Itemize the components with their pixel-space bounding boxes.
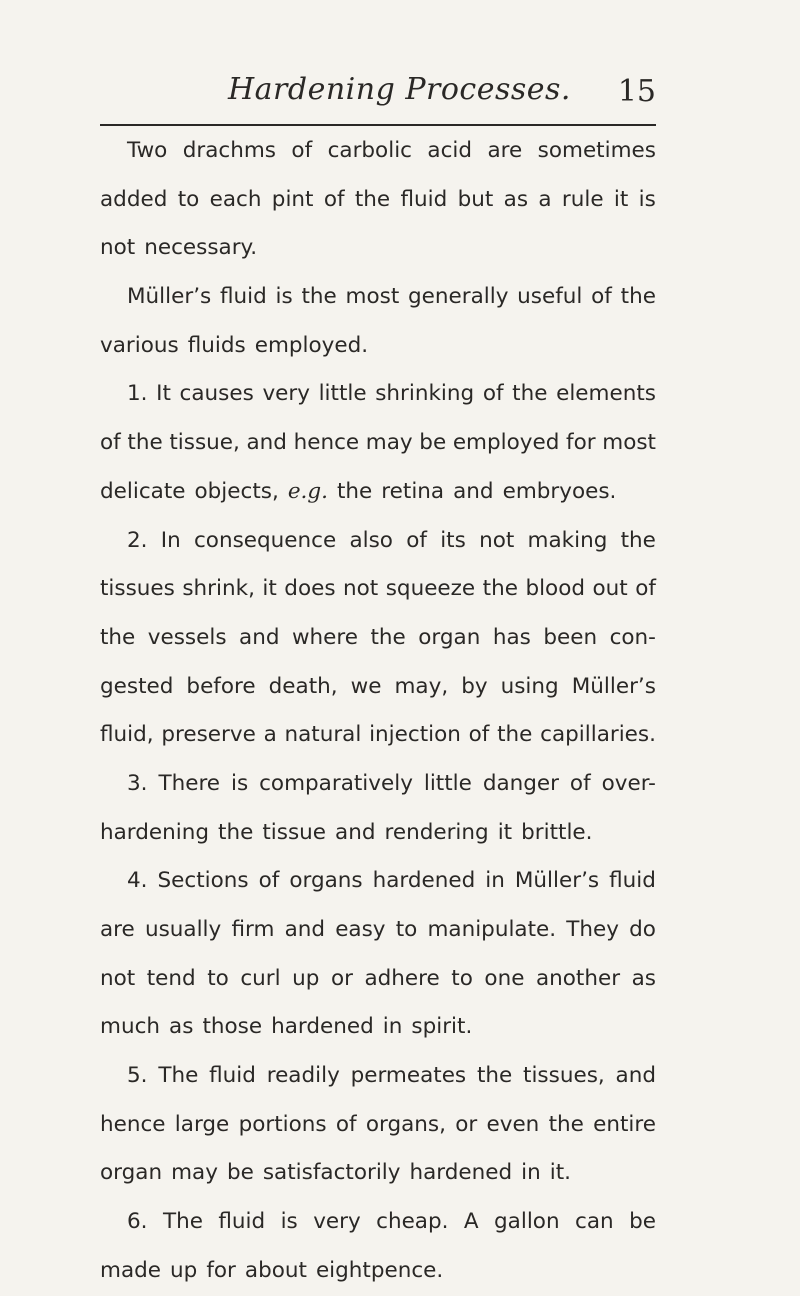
- word: preserve: [161, 722, 256, 748]
- text-line: [100, 176, 656, 225]
- word: the: [100, 624, 136, 650]
- word: danger: [482, 770, 559, 796]
- word: of: [335, 1111, 357, 1137]
- word: fluid,: [100, 722, 154, 748]
- word: also: [349, 527, 393, 553]
- word: been: [543, 624, 598, 650]
- word: of: [635, 576, 656, 602]
- word: may: [365, 430, 413, 456]
- word: may,: [394, 673, 449, 699]
- word: has: [492, 624, 531, 650]
- word: be: [629, 1209, 656, 1235]
- word: of: [569, 770, 591, 796]
- word: to: [207, 965, 229, 991]
- word: It: [156, 381, 171, 407]
- word: very: [262, 381, 310, 407]
- word: for: [206, 1257, 236, 1283]
- word: as: [503, 186, 529, 212]
- text-line: [100, 809, 656, 858]
- word: and: [453, 478, 494, 504]
- word: 3.: [127, 770, 148, 796]
- word: There: [158, 770, 221, 796]
- text-line: [100, 1149, 656, 1198]
- word: natural: [284, 722, 362, 748]
- word: the: [370, 624, 406, 650]
- word: it: [613, 186, 629, 212]
- word: of: [482, 381, 504, 407]
- word: it: [262, 576, 277, 602]
- word: fluids: [187, 332, 246, 358]
- word: tissue: [262, 819, 327, 845]
- word: the: [476, 1063, 513, 1089]
- body-text: [100, 127, 656, 1296]
- word: we: [350, 673, 382, 699]
- word: 1.: [127, 381, 148, 407]
- word: of: [258, 868, 280, 894]
- word: 6.: [127, 1209, 148, 1235]
- word: Sections: [157, 868, 249, 894]
- word: A: [463, 1209, 479, 1235]
- text-line: [100, 468, 656, 517]
- word: fluid: [218, 1209, 266, 1235]
- word: pint: [271, 186, 314, 212]
- word: 5.: [127, 1063, 148, 1089]
- page-number: 15: [617, 74, 656, 109]
- word: can: [575, 1209, 614, 1235]
- word: is: [280, 1209, 298, 1235]
- word: organ: [418, 624, 481, 650]
- word: sometimes: [537, 138, 656, 163]
- word: in: [485, 868, 505, 894]
- word: not: [479, 527, 515, 553]
- word: little: [318, 381, 367, 407]
- word: Müller’s: [571, 673, 656, 699]
- word: In: [160, 527, 181, 553]
- word: be: [226, 1160, 254, 1186]
- text-line: [100, 127, 656, 176]
- word: the: [218, 819, 254, 845]
- word: satisfactorily: [262, 1160, 401, 1186]
- word: readily: [266, 1063, 340, 1089]
- word: employed: [452, 430, 560, 456]
- text-line: [100, 906, 656, 955]
- word: acid: [427, 138, 473, 163]
- word: using: [500, 673, 559, 699]
- word: organs,: [365, 1111, 446, 1137]
- text-line: [100, 663, 656, 712]
- word: the: [336, 478, 373, 504]
- word: tissues: [100, 576, 175, 602]
- word: of: [323, 186, 345, 212]
- word: very: [313, 1209, 361, 1235]
- word: those: [202, 1014, 263, 1040]
- word: by: [461, 673, 488, 699]
- word: over-: [601, 770, 656, 796]
- word: objects,: [194, 478, 279, 504]
- word: hardened: [409, 1160, 513, 1186]
- word: easy: [335, 917, 386, 942]
- word: curl: [240, 965, 281, 991]
- word: do: [629, 917, 656, 942]
- text-line: [100, 370, 656, 419]
- text-line: [100, 760, 656, 809]
- word: most: [345, 284, 400, 310]
- word: as: [169, 1014, 194, 1040]
- word: cheap.: [376, 1209, 449, 1235]
- word: consequence: [193, 527, 337, 553]
- word: up: [170, 1257, 198, 1283]
- word: the: [620, 527, 656, 553]
- word: not: [100, 235, 136, 261]
- page-header: [100, 60, 656, 120]
- word: and: [284, 917, 326, 942]
- word: may: [171, 1160, 218, 1186]
- word: useful: [517, 284, 583, 310]
- word: fluid: [400, 186, 448, 212]
- word: it.: [549, 1160, 572, 1186]
- text-line: [100, 565, 656, 614]
- word: manipulate.: [427, 917, 557, 942]
- word: eightpence.: [315, 1257, 444, 1283]
- word: the: [127, 430, 163, 456]
- word: death,: [268, 673, 338, 699]
- word: gested: [100, 673, 174, 699]
- word: the: [620, 284, 656, 310]
- word: its: [440, 527, 466, 553]
- word: spirit.: [411, 1014, 473, 1040]
- word: is: [638, 186, 656, 212]
- word: hence: [100, 1111, 166, 1137]
- word: delicate: [100, 478, 186, 504]
- word: of: [591, 284, 612, 310]
- text-line: [100, 614, 656, 663]
- word: 2.: [127, 527, 148, 553]
- word: to: [177, 186, 200, 212]
- word: portions: [238, 1111, 327, 1137]
- word: made: [100, 1257, 161, 1283]
- word: organ: [100, 1160, 163, 1186]
- word: fluid: [209, 1063, 256, 1089]
- word: fluid: [609, 868, 656, 894]
- word: carbolic: [327, 138, 412, 163]
- word: tissues,: [523, 1063, 605, 1089]
- word: to: [395, 917, 418, 942]
- word: not: [100, 965, 136, 991]
- word: rule: [561, 186, 604, 212]
- word: gallon: [494, 1209, 560, 1235]
- word: Müller’s: [127, 284, 212, 310]
- word: the: [301, 284, 337, 310]
- word: necessary.: [144, 235, 258, 261]
- word: employed.: [254, 332, 369, 358]
- word: e.g.: [287, 478, 328, 504]
- word: a: [263, 722, 277, 748]
- word: the: [548, 1111, 584, 1137]
- word: of: [100, 430, 121, 456]
- text-line: [100, 224, 656, 273]
- word: tissue,: [169, 430, 240, 456]
- word: firm: [231, 917, 275, 942]
- word: in: [382, 1014, 403, 1040]
- word: one: [484, 965, 525, 991]
- word: as: [631, 965, 656, 991]
- word: squeeze: [385, 576, 476, 602]
- text-line: [100, 857, 656, 906]
- text-line: [100, 1052, 656, 1101]
- word: making: [527, 527, 608, 553]
- word: even: [486, 1111, 540, 1137]
- word: retina: [381, 478, 445, 504]
- word: for: [566, 430, 596, 456]
- word: out: [592, 576, 628, 602]
- word: The: [158, 1063, 199, 1089]
- word: blood: [525, 576, 586, 602]
- word: 4.: [127, 868, 148, 894]
- word: and: [615, 1063, 656, 1089]
- text-line: [100, 955, 656, 1004]
- header-rule: [100, 124, 656, 126]
- text-line: [100, 273, 656, 322]
- word: be: [419, 430, 447, 456]
- word: not: [343, 576, 379, 602]
- word: con-: [609, 624, 656, 650]
- text-line: [100, 1247, 656, 1296]
- word: causes: [179, 381, 254, 407]
- word: drachms: [182, 138, 276, 163]
- word: the: [512, 381, 548, 407]
- word: hardened: [372, 868, 476, 894]
- word: fluid: [219, 284, 267, 310]
- word: vessels: [147, 624, 227, 650]
- word: does: [284, 576, 336, 602]
- word: hardened: [271, 1014, 374, 1040]
- text-line: [100, 517, 656, 566]
- word: injection: [369, 722, 461, 748]
- word: before: [186, 673, 256, 699]
- word: or: [455, 1111, 478, 1137]
- word: are: [487, 138, 523, 163]
- word: most: [602, 430, 656, 456]
- word: generally: [408, 284, 509, 310]
- word: and: [239, 624, 280, 650]
- text-line: [100, 1003, 656, 1052]
- word: a: [538, 186, 552, 212]
- word: rendering: [384, 819, 489, 845]
- word: various: [100, 332, 179, 358]
- word: hence: [293, 430, 360, 456]
- word: and: [335, 819, 376, 845]
- word: capillaries.: [540, 722, 656, 748]
- word: They: [566, 917, 619, 942]
- word: usually: [144, 917, 222, 942]
- word: each: [209, 186, 262, 212]
- word: Two: [127, 138, 168, 163]
- word: shrinking: [375, 381, 475, 407]
- word: is: [230, 770, 249, 796]
- word: is: [275, 284, 293, 310]
- word: in: [521, 1160, 541, 1186]
- text-line: [100, 711, 656, 760]
- word: organs: [289, 868, 363, 894]
- word: adhere: [364, 965, 440, 991]
- word: of: [291, 138, 313, 163]
- word: of: [468, 722, 490, 748]
- word: comparatively: [259, 770, 413, 796]
- word: The: [162, 1209, 203, 1235]
- word: to: [451, 965, 473, 991]
- word: tend: [146, 965, 196, 991]
- word: hardening: [100, 819, 210, 845]
- running-title: Hardening Processes.: [228, 72, 571, 107]
- word: little: [423, 770, 472, 796]
- word: elements: [556, 381, 656, 407]
- word: are: [100, 917, 135, 942]
- word: Müller’s: [514, 868, 600, 894]
- text-line: [100, 419, 656, 468]
- word: but: [457, 186, 494, 212]
- word: of: [406, 527, 427, 553]
- word: embryoes.: [502, 478, 617, 504]
- word: permeates: [350, 1063, 467, 1089]
- word: the: [497, 722, 533, 748]
- word: added: [100, 186, 168, 212]
- text-line: [100, 1198, 656, 1247]
- word: brittle.: [521, 819, 593, 845]
- word: the: [354, 186, 391, 212]
- word: large: [174, 1111, 230, 1137]
- word: another: [535, 965, 621, 991]
- text-line: [100, 1101, 656, 1150]
- word: the: [482, 576, 518, 602]
- word: where: [291, 624, 359, 650]
- word: and: [246, 430, 287, 456]
- word: it: [497, 819, 513, 845]
- word: much: [100, 1014, 161, 1040]
- word: about: [244, 1257, 307, 1283]
- word: shrink,: [182, 576, 255, 602]
- text-line: [100, 322, 656, 371]
- word: or: [330, 965, 353, 991]
- word: up: [292, 965, 320, 991]
- word: entire: [593, 1111, 656, 1137]
